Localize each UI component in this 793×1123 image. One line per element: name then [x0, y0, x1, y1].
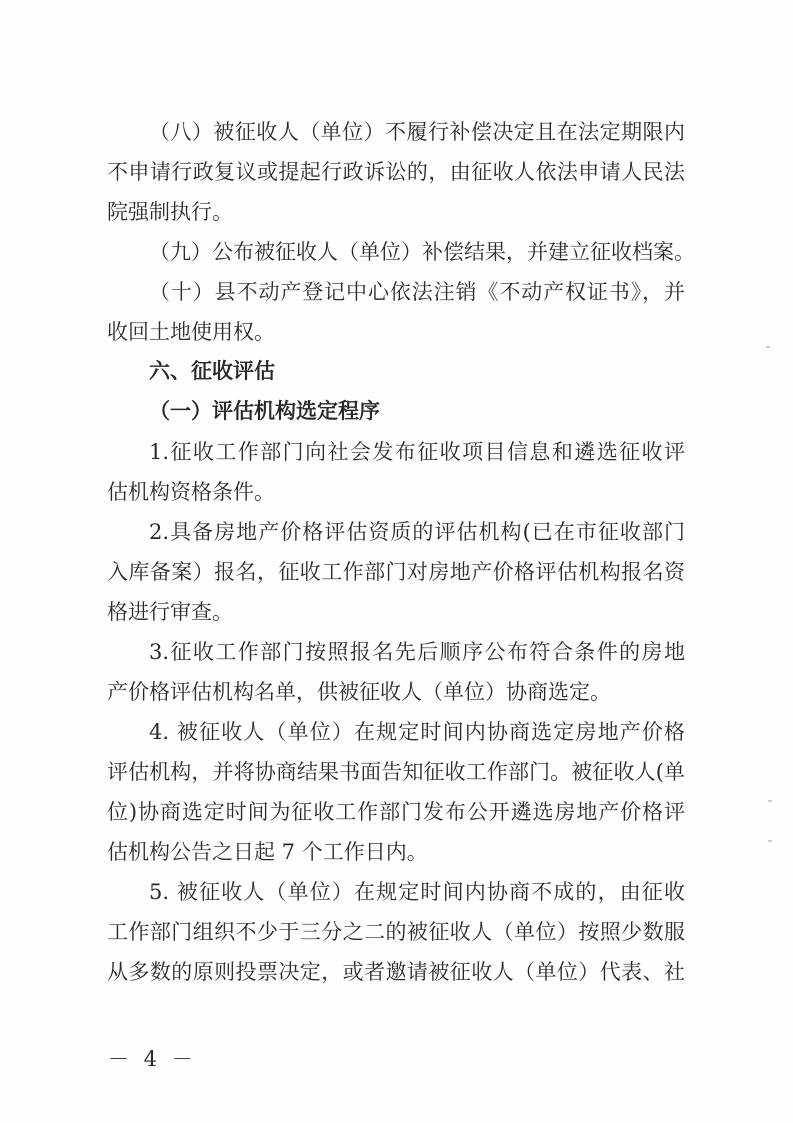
subsection-heading-1: （一）评估机构选定程序 — [149, 399, 380, 423]
paragraph-10-line-1: （十）县不动产登记中心依法注销《不动产权证书》，并 — [149, 280, 685, 304]
item-3-line-2: 产价格评估机构名单，供被征收人（单位）协商选定。 — [107, 680, 611, 704]
scan-speck — [768, 800, 772, 802]
item-5-line-2: 工作部门组织不少于三分之二的被征收人（单位）按照少数服 — [107, 920, 685, 944]
scan-speck — [766, 346, 770, 348]
item-2-line-3: 格进行审查。 — [107, 600, 233, 624]
item-2-line-1: 2.具备房地产价格评估资质的评估机构(已在市征收部门 — [149, 520, 685, 544]
item-4-line-3: 位)协商选定时间为征收工作部门发布公开遴选房地产价格评 — [107, 800, 685, 824]
item-3-line-1: 3.征收工作部门按照报名先后顺序公布符合条件的房地 — [149, 640, 685, 664]
item-1-line-1: 1.征收工作部门向社会发布征收项目信息和遴选征收评 — [149, 440, 685, 464]
scan-speck — [768, 840, 772, 842]
paragraph-8-line-3: 院强制执行。 — [107, 200, 233, 224]
item-2-line-2: 入库备案）报名，征收工作部门对房地产价格评估机构报名资 — [107, 560, 685, 584]
item-4-line-2: 评估机构，并将协商结果书面告知征收工作部门。被征收人(单 — [107, 760, 685, 784]
paragraph-8-line-2: 不申请行政复议或提起行政诉讼的，由征收人依法申请人民法 — [107, 160, 685, 184]
item-5-line-1: 5. 被征收人（单位）在规定时间内协商不成的，由征收 — [149, 880, 685, 904]
paragraph-8-line-1: （八）被征收人（单位）不履行补偿决定且在法定期限内 — [149, 120, 685, 144]
item-5-line-3: 从多数的原则投票决定，或者邀请被征收人（单位）代表、社 — [107, 960, 685, 984]
page-number: － 4 － — [108, 1047, 197, 1071]
paragraph-9-line-1: （九）公布被征收人（单位）补偿结果，并建立征收档案。 — [149, 240, 695, 264]
item-1-line-2: 估机构资格条件。 — [107, 480, 275, 504]
item-4-line-4: 估机构公告之日起 7 个工作日内。 — [107, 840, 428, 864]
paragraph-10-line-2: 收回土地使用权。 — [107, 320, 275, 344]
item-4-line-1: 4. 被征收人（单位）在规定时间内协商选定房地产价格 — [149, 720, 685, 744]
section-heading-6: 六、征收评估 — [149, 359, 275, 383]
